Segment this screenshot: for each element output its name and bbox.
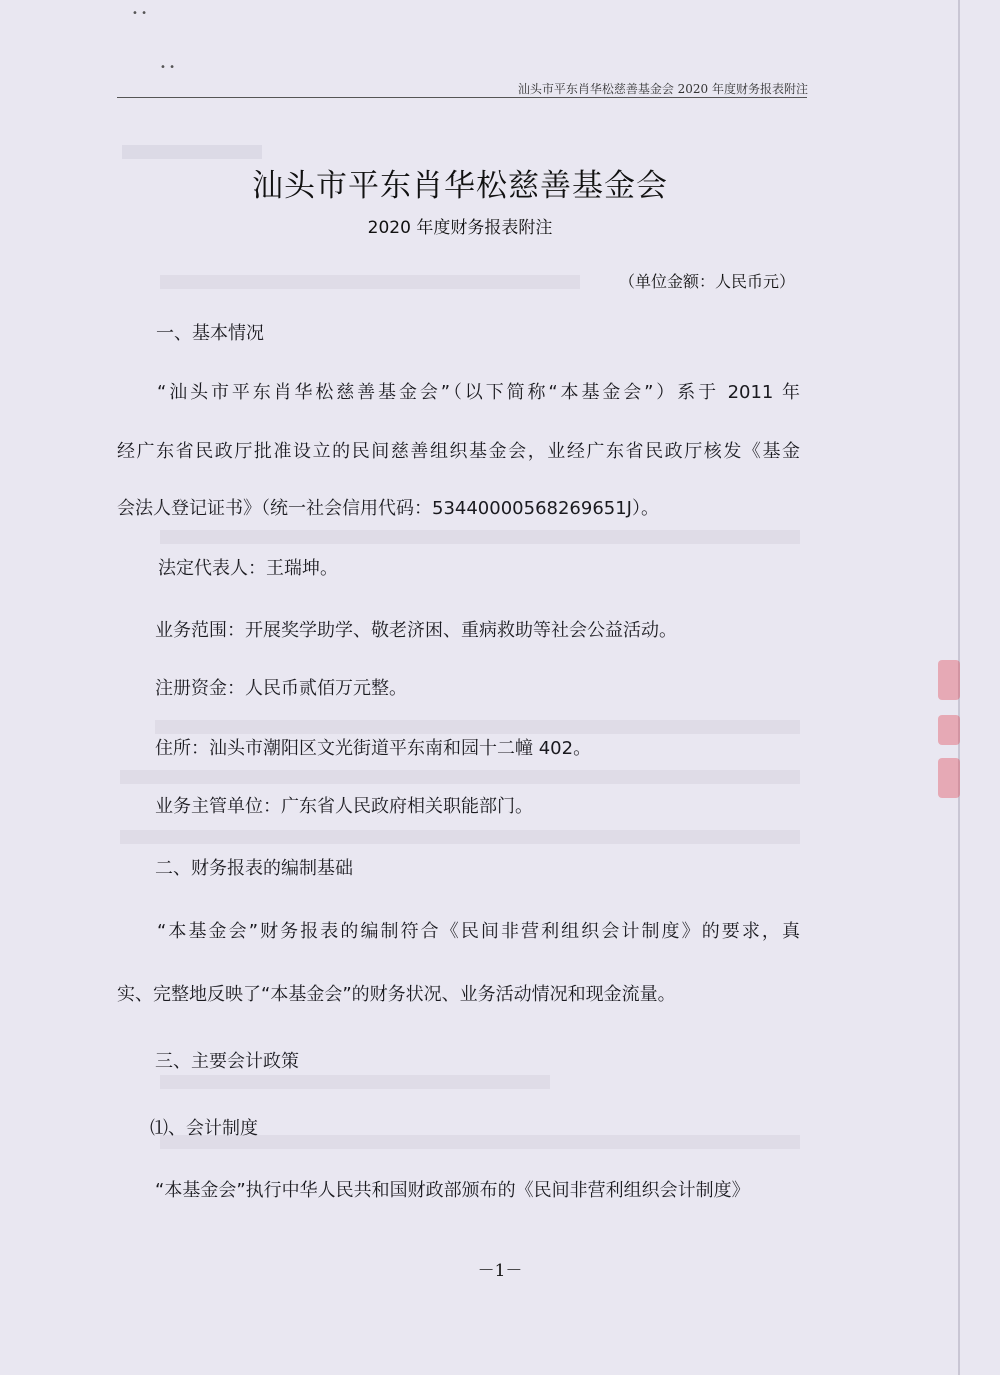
paragraph-line: “本基金会”财务报表的编制符合《民间非营利组织会计制度》的要求，真 [157,921,800,942]
paragraph-line: 会法人登记证书》（统一社会信用代码：53440000568269651J）。 [117,498,659,519]
page-number: －1－ [477,1261,523,1281]
subsection-heading-accounting-system: ⑴、会计制度 [150,1118,258,1139]
scan-speck: • • [160,62,175,73]
registered-capital: 注册资金：人民币贰佰万元整。 [155,678,407,699]
paragraph-line: “汕头市平东肖华松慈善基金会”（以下简称“本基金会”）系于 2011 年 [157,382,800,403]
bleed-through-mark [120,830,800,844]
business-scope: 业务范围：开展奖学助学、敬老济困、重病救助等社会公益活动。 [155,620,677,641]
paragraph-line: 经广东省民政厅批准设立的民间慈善组织基金会，业经广东省民政厅核发《基金 [117,441,800,462]
seal-stamp-fragment [938,758,960,798]
section-heading-preparation-basis: 二、财务报表的编制基础 [155,858,353,879]
unit-note: （单位金额：人民币元） [618,272,795,291]
document-title: 汕头市平东肖华松慈善基金会 [252,168,668,204]
bleed-through-mark [160,1075,550,1089]
address: 住所：汕头市潮阳区文光街道平东南和园十二幢 402。 [155,738,592,759]
legal-representative: 法定代表人：王瑞坤。 [158,558,338,579]
seal-stamp-fragment [938,715,960,745]
supervising-unit: 业务主管单位：广东省人民政府相关职能部门。 [155,796,533,817]
bleed-through-mark [160,275,580,289]
scan-speck: • • [132,8,147,19]
header-rule [117,97,807,98]
document-subtitle: 2020 年度财务报表附注 [367,218,553,238]
bleed-through-mark [160,530,800,544]
section-heading-basic-info: 一、基本情况 [156,323,264,344]
bleed-through-mark [122,145,262,159]
bleed-through-mark [120,770,800,784]
paragraph-line: “本基金会”执行中华人民共和国财政部颁布的《民间非营利组织会计制度》 [155,1180,750,1201]
bleed-through-mark [155,720,800,734]
paragraph-line: 实、完整地反映了“本基金会”的财务状况、业务活动情况和现金流量。 [117,984,676,1005]
section-heading-accounting-policies: 三、主要会计政策 [155,1051,299,1072]
running-header: 汕头市平东肖华松慈善基金会 2020 年度财务报表附注 [517,82,808,96]
seal-stamp-fragment [938,660,960,700]
